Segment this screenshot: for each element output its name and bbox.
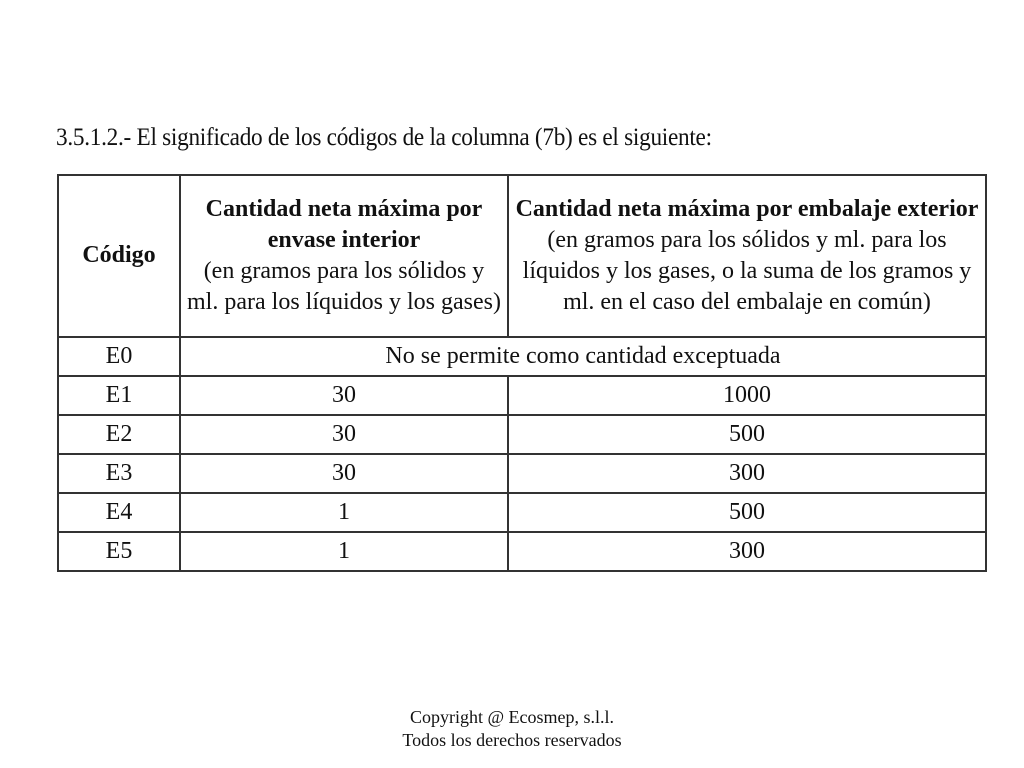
row-code: E5 — [58, 532, 180, 571]
table-row — [58, 532, 986, 571]
row-code: E3 — [58, 454, 180, 493]
header-outer-title: Cantidad neta máxima por embalaje exterior — [515, 195, 979, 222]
table-row — [58, 493, 986, 532]
row-inner-quantity: 1 — [180, 532, 508, 571]
row-code: E4 — [58, 493, 180, 532]
table-row — [58, 337, 986, 376]
table-row — [58, 454, 986, 493]
copyright-line: Copyright @ Ecosmep, s.l.l. — [409, 707, 615, 727]
row-outer-quantity: 300 — [508, 454, 986, 493]
header-inner-quantity — [180, 175, 508, 337]
copyright-footer — [0, 706, 1024, 752]
row-merged-note: No se permite como cantidad exceptuada — [180, 337, 986, 376]
table-row — [58, 415, 986, 454]
row-outer-quantity: 500 — [508, 493, 986, 532]
header-outer-note: (en gramos para los sólidos y ml. para los líquidos y los gases, o la suma de los gramos y ml. en el caso del embalaje en común) — [522, 226, 972, 316]
row-outer-quantity: 1000 — [508, 376, 986, 415]
row-outer-quantity: 300 — [508, 532, 986, 571]
row-inner-quantity: 30 — [180, 415, 508, 454]
row-code: E2 — [58, 415, 180, 454]
row-code: E1 — [58, 376, 180, 415]
table-header-row — [58, 175, 986, 337]
row-inner-quantity: 30 — [180, 376, 508, 415]
rights-reserved-line: Todos los derechos reservados — [402, 730, 622, 750]
table-row — [58, 376, 986, 415]
header-code-label: Código — [82, 242, 156, 269]
row-code: E0 — [58, 337, 180, 376]
row-inner-quantity: 1 — [180, 493, 508, 532]
header-inner-note: (en gramos para los sólidos y ml. para los líquidos y los gases) — [187, 258, 501, 316]
header-code — [58, 175, 180, 337]
header-outer-quantity — [508, 175, 986, 337]
row-outer-quantity: 500 — [508, 415, 986, 454]
header-inner-title: Cantidad neta máxima por envase interior — [205, 195, 483, 253]
row-inner-quantity: 30 — [180, 454, 508, 493]
codes-table — [57, 174, 987, 572]
section-heading: 3.5.1.2.- El significado de los códigos de la columna (7b) es el siguiente: — [56, 124, 712, 151]
